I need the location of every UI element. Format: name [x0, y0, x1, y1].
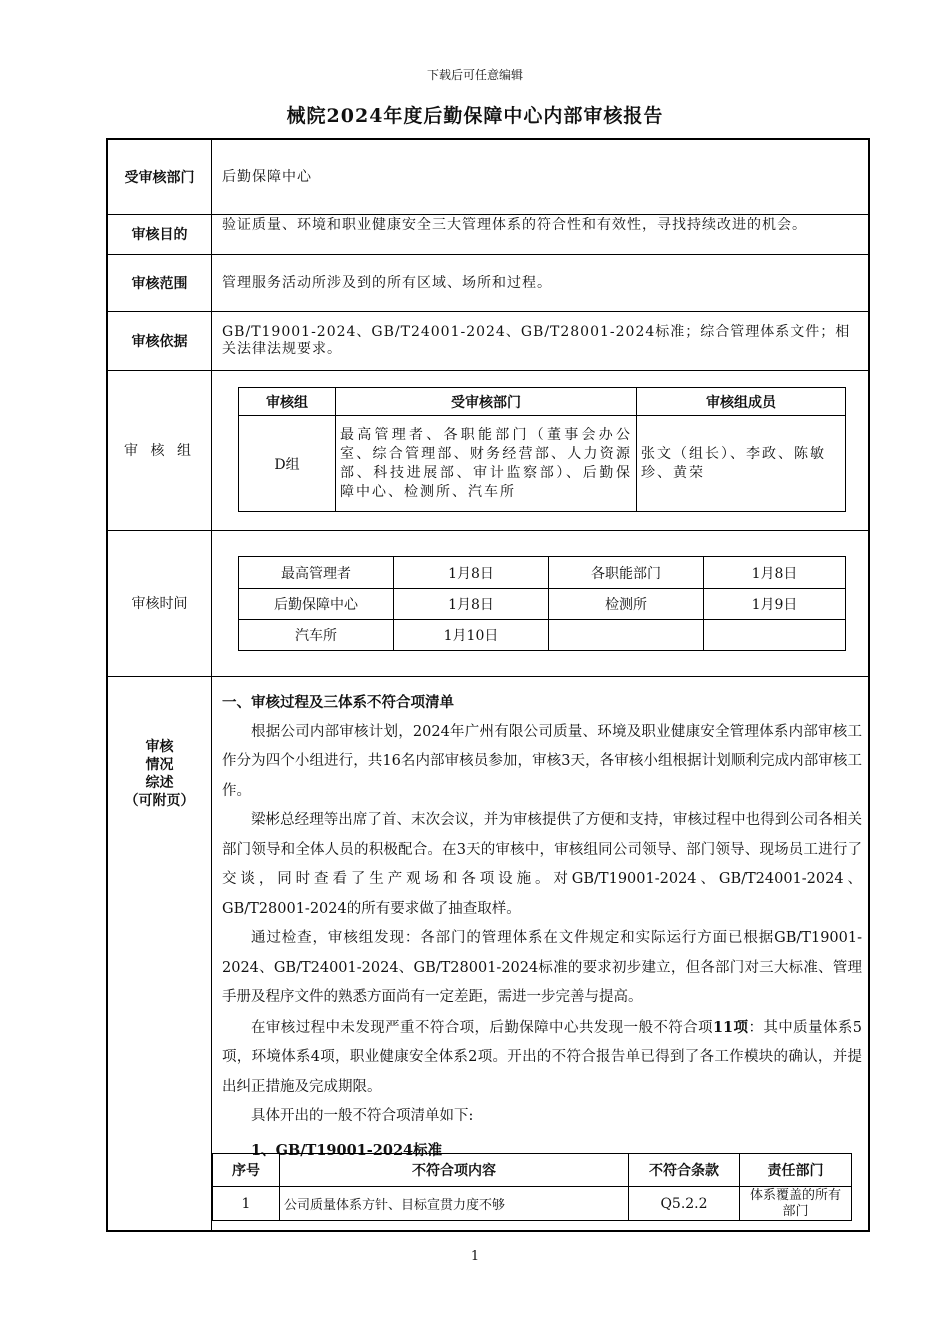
time-cell: 1月8日 — [394, 557, 549, 589]
summary-label-line: 综述 — [145, 775, 174, 791]
time-cell: 1月8日 — [394, 589, 549, 620]
group-label: 审 核 组 — [108, 370, 212, 530]
summary-paragraph: 根据公司内部审核计划，2024年广州有限公司质量、环境及职业健康安全管理体系内部审核工作分为四个小组进行，共16名内部审核员参加，审核3天，各审核小组根据计划顺利完成内部审核工作。 — [222, 723, 862, 799]
nc-cell-content: 公司质量体系方针、目标宣贯力度不够 — [280, 1187, 629, 1221]
time-cell: 最高管理者 — [239, 557, 394, 589]
time-label: 审核时间 — [108, 530, 212, 676]
document-title: 械院2024年度后勤保障中心内部审核报告 — [286, 105, 664, 127]
time-cell: 检测所 — [549, 589, 704, 620]
time-cell: 汽车所 — [239, 620, 394, 651]
summary-label-line: （可附页） — [124, 793, 195, 809]
scope-value: 管理服务活动所涉及到的所有区域、场所和过程。 — [222, 275, 552, 291]
nc-cell-no: 1 — [213, 1187, 280, 1221]
standard-subheading: 1、GB/T19001-2024标准 — [251, 1141, 443, 1159]
nc-count: 11项 — [712, 1018, 749, 1036]
purpose-value: 验证质量、环境和职业健康安全三大管理体系的符合性和有效性，寻找持续改进的机会。 — [222, 217, 807, 233]
basis-value: GB/T19001-2024、GB/T24001-2024、GB/T28001-2024标准；综合管理体系文件；相关法律法规要求。 — [222, 324, 851, 357]
scope-label: 审核范围 — [108, 254, 212, 311]
time-table — [238, 556, 846, 651]
summary-paragraph: 具体开出的一般不符合项清单如下: — [251, 1108, 474, 1124]
summary-heading: 一、审核过程及三体系不符合项清单 — [222, 694, 454, 711]
group-cell-name: D组 — [239, 416, 336, 512]
nc-header: 不符合条款 — [629, 1154, 740, 1187]
time-cell — [704, 620, 846, 651]
nc-header: 责任部门 — [740, 1154, 852, 1187]
summary-paragraph: 梁彬总经理等出席了首、末次会议，并为审核提供了方便和支持，审核过程中也得到公司各相关部门领导和全体人员的积极配合。在3天的审核中，审核组同公司领导、部门领导、现场员工进行了交谈，同时查看了生产观场和各项设施。对GB/T19001-2024、GB/T24001-2024、GB/T28001-2024的所有要求做了抽查取样。 — [222, 812, 862, 917]
time-cell: 1月8日 — [704, 557, 846, 589]
group-header-members: 审核组成员 — [637, 388, 846, 416]
nc-cell-dept: 体系覆盖的所有部门 — [740, 1187, 852, 1221]
basis-label: 审核依据 — [108, 311, 212, 370]
summary-label-line: 审核 — [145, 739, 174, 755]
table-row — [213, 1187, 852, 1221]
dept-label: 受审核部门 — [108, 140, 212, 214]
nonconformity-table — [212, 1153, 852, 1221]
summary-content — [222, 688, 862, 1165]
purpose-label: 审核目的 — [108, 214, 212, 254]
dept-value: 后勤保障中心 — [222, 169, 312, 185]
group-table — [238, 387, 846, 512]
group-cell-members: 张文（组长）、李政、陈敏珍、黄荣 — [637, 416, 846, 512]
summary-paragraph: 在审核过程中未发现严重不符合项，后勤保障中心共发现一般不符合项11项：其中质量体系5项，环境体系4项，职业健康安全体系2项。开出的不符合报告单已得到了各工作模块的确认，并提出纠正措施及完成期限。 — [222, 1018, 862, 1095]
report-form — [106, 138, 870, 1232]
nc-header: 不符合项内容 — [280, 1154, 629, 1187]
group-cell-departments: 最高管理者、各职能部门（董事会办公室、综合管理部、财务经营部、人力资源部、科技进展部、审计监察部）、后勤保障中心、检测所、汽车所 — [336, 416, 637, 512]
time-cell: 1月10日 — [394, 620, 549, 651]
time-cell: 后勤保障中心 — [239, 589, 394, 620]
nc-header: 序号 — [213, 1154, 280, 1187]
time-cell: 1月9日 — [704, 589, 846, 620]
time-cell: 各职能部门 — [549, 557, 704, 589]
summary-label-line: 情况 — [145, 757, 174, 773]
summary-label — [108, 676, 212, 1230]
group-header-group: 审核组 — [239, 388, 336, 416]
summary-paragraph: 通过检查，审核组发现：各部门的管理体系在文件规定和实际运行方面已根据GB/T19001-2024、GB/T24001-2024、GB/T28001-2024标准的要求初步建立，但各部门对三大标准、管理手册及程序文件的熟悉方面尚有一定差距，需进一步完善与提高。 — [222, 930, 862, 1005]
group-header-dept: 受审核部门 — [336, 388, 637, 416]
time-cell — [549, 620, 704, 651]
page-number: 1 — [470, 1249, 480, 1264]
header-note: 下载后可任意编辑 — [426, 68, 523, 82]
nc-cell-clause: Q5.2.2 — [629, 1187, 740, 1221]
